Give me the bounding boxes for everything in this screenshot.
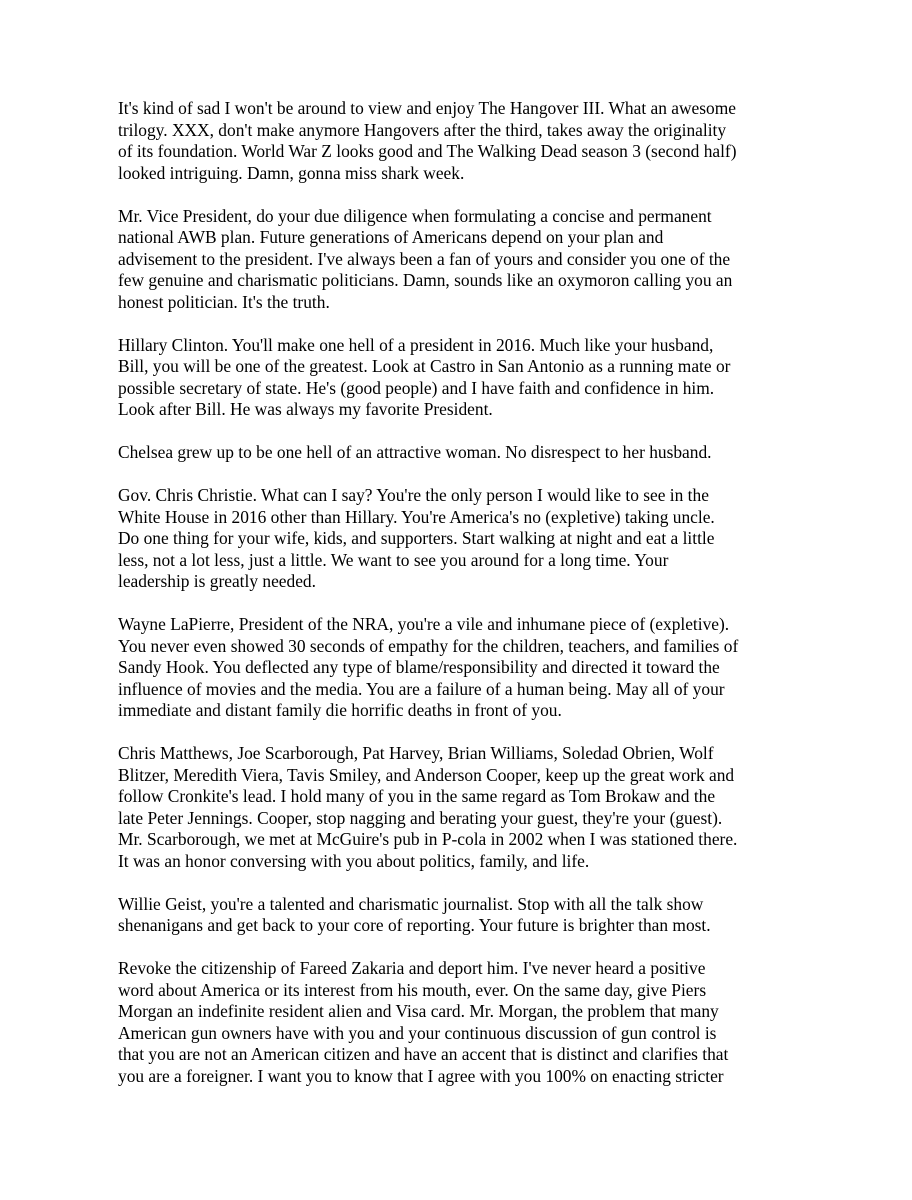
text-line: Look after Bill. He was always my favorite President.	[118, 399, 493, 419]
text-line: Do one thing for your wife, kids, and supporters. Start walking at night and eat a little	[118, 528, 715, 548]
text-line: Chelsea grew up to be one hell of an attractive woman. No disrespect to her husband.	[118, 442, 712, 462]
text-line: looked intriguing. Damn, gonna miss shark week.	[118, 162, 465, 183]
text-line: possible secretary of state. He's (good people) and I have faith and confidence in him.	[118, 377, 715, 398]
text-line: late Peter Jennings. Cooper, stop nagging and berating your guest, they're your (guest).	[118, 807, 723, 828]
text-line: Willie Geist, you're a talented and charismatic journalist. Stop with all the talk show	[118, 893, 704, 914]
paragraph	[118, 206, 798, 314]
paragraph	[118, 614, 798, 722]
text-line: Mr. Scarborough, we met at McGuire's pub in P-cola in 2002 when I was stationed there.	[118, 829, 738, 849]
text-line: advisement to the president. I've always been a fan of yours and consider you one of the	[118, 248, 731, 269]
letter-body	[118, 98, 798, 1109]
text-line: Bill, you will be one of the greatest. Look at Castro in San Antonio as a running mate or	[118, 356, 731, 376]
paragraph	[118, 485, 798, 593]
paragraph	[118, 335, 798, 421]
text-line: Mr. Vice President, do your due diligence when formulating a concise and permanent	[118, 205, 712, 226]
text-line: Chris Matthews, Joe Scarborough, Pat Harvey, Brian Williams, Soledad Obrien, Wolf	[118, 743, 714, 763]
text-line: honest politician. It's the truth.	[118, 291, 330, 312]
text-line: White House in 2016 other than Hillary. You're America's no (expletive) taking uncle.	[118, 506, 715, 527]
text-line: It's kind of sad I won't be around to view and enjoy The Hangover III. What an awesome	[118, 98, 736, 118]
paragraph	[118, 894, 798, 937]
text-line: Sandy Hook. You deflected any type of blame/responsibility and directed it toward the	[118, 657, 720, 677]
paragraph	[118, 442, 798, 464]
text-line: Blitzer, Meredith Viera, Tavis Smiley, and Anderson Cooper, keep up the great work and	[118, 764, 735, 785]
text-line: Morgan an indefinite resident alien and Visa card. Mr. Morgan, the problem that many	[118, 1001, 719, 1021]
text-line: word about America or its interest from his mouth, ever. On the same day, give Piers	[118, 979, 707, 1000]
text-line: Hillary Clinton. You'll make one hell of a president in 2016. Much like your husband,	[118, 334, 714, 355]
text-line: follow Cronkite's lead. I hold many of you in the same regard as Tom Brokaw and the	[118, 786, 716, 806]
text-line: of its foundation. World War Z looks good and The Walking Dead season 3 (second half)	[118, 141, 737, 161]
text-line: influence of movies and the media. You are a failure of a human being. May all of your	[118, 678, 725, 699]
text-line: immediate and distant family die horrific deaths in front of you.	[118, 700, 562, 720]
text-line: you are a foreigner. I want you to know that I agree with you 100% on enacting stricter	[118, 1065, 724, 1086]
paragraph	[118, 743, 798, 872]
paragraph	[118, 98, 798, 184]
text-line: trilogy. XXX, don't make anymore Hangovers after the third, takes away the originality	[118, 119, 727, 140]
text-line: It was an honor conversing with you about politics, family, and life.	[118, 850, 590, 871]
text-line: Gov. Chris Christie. What can I say? You're the only person I would like to see in the	[118, 485, 709, 505]
text-line: American gun owners have with you and your continuous discussion of gun control is	[118, 1022, 717, 1043]
text-line: that you are not an American citizen and have an accent that is distinct and clarifies that	[118, 1044, 729, 1064]
text-line: leadership is greatly needed.	[118, 571, 316, 591]
text-line: You never even showed 30 seconds of empathy for the children, teachers, and families of	[118, 635, 739, 656]
text-line: national AWB plan. Future generations of Americans depend on your plan and	[118, 227, 664, 247]
paragraph	[118, 958, 798, 1087]
text-line: shenanigans and get back to your core of reporting. Your future is brighter than most.	[118, 915, 711, 935]
text-line: less, not a lot less, just a little. We want to see you around for a long time. Your	[118, 549, 669, 570]
text-line: few genuine and charismatic politicians. Damn, sounds like an oxymoron calling you an	[118, 270, 733, 290]
text-line: Revoke the citizenship of Fareed Zakaria and deport him. I've never heard a positive	[118, 958, 706, 978]
text-line: Wayne LaPierre, President of the NRA, you're a vile and inhumane piece of (expletive).	[118, 614, 730, 634]
